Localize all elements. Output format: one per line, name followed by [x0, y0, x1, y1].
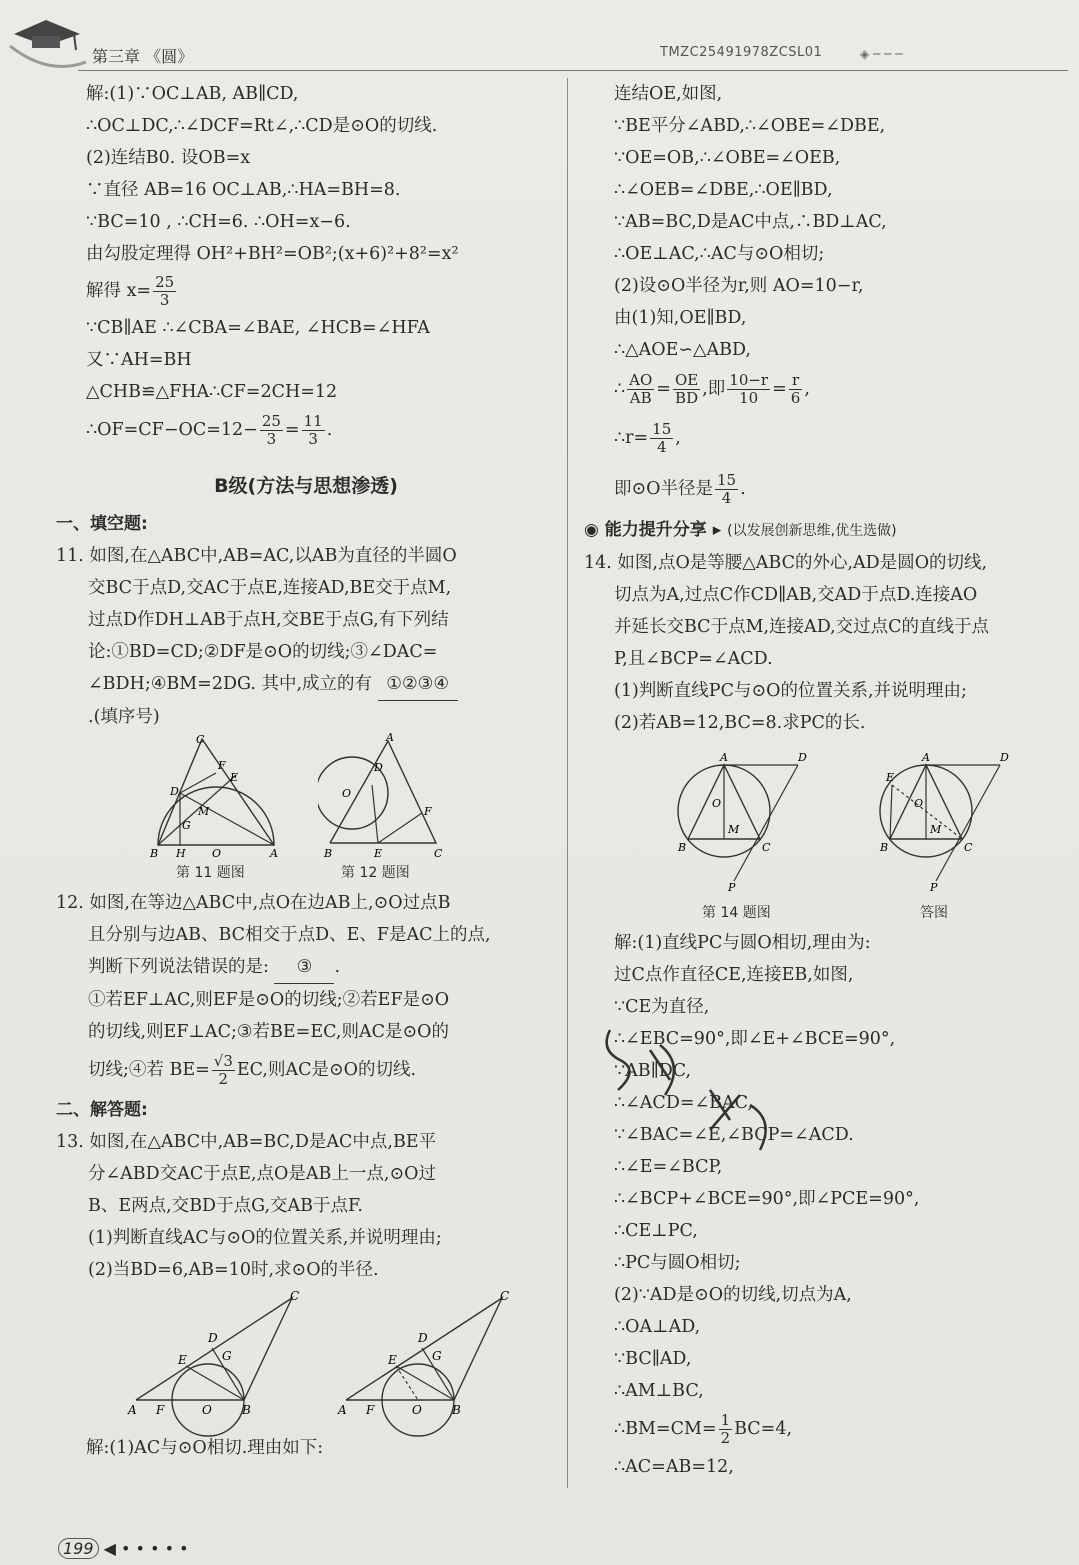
text-fragment: ∴r=: [614, 428, 649, 448]
figure-14-caption: 第 14 题图: [702, 905, 771, 921]
text-line: ∵BE平分∠ABD,∴∠OBE=∠DBE,: [614, 116, 886, 136]
denominator: 4: [656, 438, 667, 456]
text-line: ∴∠OEB=∠DBE,∴OE∥BD,: [614, 180, 833, 200]
fill-blank-heading: 一、填空题:: [56, 514, 148, 534]
q12-line: 且分别与边AB、BC相交于点D、E、F是AC上的点,: [88, 925, 491, 945]
numerator: 15: [717, 471, 737, 489]
chapter-title: 第三章 《圆》: [92, 47, 194, 66]
fraction: [650, 421, 673, 456]
svg-text:A: A: [338, 1403, 347, 1417]
q14-solution-line: ∵CE为直径,: [614, 997, 710, 1017]
text-line: [584, 464, 1064, 514]
q14-solution-line: (2)∵AD是⊙O的切线,切点为A,: [614, 1285, 852, 1305]
q12-line: 判断下列说法错误的是: ③ .: [56, 951, 556, 984]
q13-solution-start: 解:(1)AC与⊙O相切.理由如下:: [86, 1438, 324, 1458]
text-line: (2)设⊙O半径为r,则 AO=10−r,: [614, 276, 864, 296]
q14-solution-line: ∴PC与圆O相切;: [614, 1253, 741, 1273]
numerator: 25: [155, 273, 175, 291]
q13-line: 13. 如图,在△ABC中,AB=BC,D是AC中点,BE平: [56, 1132, 437, 1152]
fraction: [627, 372, 654, 407]
text-fragment: BC=4,: [734, 1419, 793, 1439]
svg-text:B: B: [150, 847, 159, 860]
svg-text:O: O: [212, 847, 222, 860]
q14-line: 14. 如图,点O是等腰△ABC的外心,AD是圆O的切线,: [584, 553, 988, 573]
svg-text:C: C: [762, 841, 771, 854]
text-fragment: .: [326, 420, 333, 440]
q14-solution-line: ∴∠EBC=90°,即∠E+∠BCE=90°,: [614, 1029, 896, 1049]
q14-solution-line: ∵AB∥DC,: [614, 1061, 692, 1081]
q13-line: (2)当BD=6,AB=10时,求⊙O的半径.: [88, 1260, 379, 1280]
svg-text:F: F: [366, 1403, 375, 1417]
numerator: AO: [629, 371, 653, 389]
svg-text:M: M: [728, 823, 740, 836]
text-fragment: 即⊙O半径是: [614, 479, 714, 499]
text-fragment: =: [284, 420, 300, 440]
q11-line: 过点D作DH⊥AB于点H,交BE于点G,有下列结: [88, 610, 449, 630]
text-line: [56, 408, 556, 452]
svg-text:O: O: [412, 1403, 422, 1417]
text-line: 连结OE,如图,: [614, 84, 723, 104]
figure-14-diagram: [670, 741, 820, 891]
text-line: ∵OE=OB,∴∠OBE=∠OEB,: [614, 148, 841, 168]
svg-text:C: C: [434, 847, 443, 860]
fraction: [212, 1053, 235, 1088]
svg-text:H: H: [176, 847, 186, 860]
q11-line: 11. 如图,在△ABC中,AB=AC,以AB为直径的半圆O: [56, 546, 457, 566]
text-line: ∴OE⊥AC,∴AC与⊙O相切;: [614, 244, 825, 264]
svg-text:B: B: [678, 841, 687, 854]
text-line: ∵AB=BC,D是AC中点,∴BD⊥AC,: [614, 212, 887, 232]
page-header: [0, 0, 1079, 80]
text-line: ∴△AOE∽△ABD,: [614, 340, 751, 360]
svg-text:P: P: [728, 881, 736, 891]
denominator: 2: [218, 1070, 229, 1088]
svg-text:M: M: [930, 823, 942, 836]
fraction: [673, 372, 700, 407]
header-dots-icon: ◈ ─ ─ ─: [860, 47, 903, 61]
numerator: 1: [720, 1411, 731, 1429]
svg-text:B: B: [242, 1403, 251, 1417]
svg-text:E: E: [178, 1353, 187, 1367]
text-line: [584, 366, 1064, 412]
share-badge-icon: ◉: [584, 520, 599, 540]
svg-text:E: E: [374, 847, 383, 860]
figures-11-12: [56, 733, 556, 883]
q13-line: 分∠ABD交AC于点E,点O是AB上一点,⊙O过: [88, 1164, 436, 1184]
numerator: 10−r: [729, 371, 769, 389]
numerator: 11: [303, 412, 323, 430]
svg-text:A: A: [128, 1403, 137, 1417]
q14-line: (2)若AB=12,BC=8.求PC的长.: [614, 713, 866, 733]
page-number: 199 ◀ • • • • •: [58, 1538, 189, 1559]
text-line: 解:(1)∵OC⊥AB, AB∥CD,: [86, 84, 299, 104]
text-line: [56, 270, 556, 312]
svg-text:D: D: [418, 1331, 428, 1345]
q14-line: 切点为A,过点C作CD∥AB,交AD于点D.连接AO: [614, 585, 978, 605]
text-line: 由(1)知,OE∥BD,: [614, 308, 747, 328]
svg-text:E: E: [388, 1353, 397, 1367]
text-fragment: EC,则AC是⊙O的切线.: [236, 1060, 417, 1080]
figure-13-diagram: [126, 1290, 326, 1440]
q14-solution-line: ∴∠E=∠BCP,: [614, 1157, 723, 1177]
section-b-title: B级(方法与思想渗透): [214, 475, 398, 497]
svg-text:D: D: [374, 761, 383, 774]
figure-13: [56, 1286, 556, 1446]
q14-solution-line: ∵BC∥AD,: [614, 1349, 692, 1369]
text-line: [584, 412, 1064, 464]
book-code: TMZC25491978ZCSL01: [660, 45, 823, 60]
svg-text:O: O: [342, 787, 352, 800]
fraction: [302, 413, 325, 448]
denominator: AB: [629, 389, 652, 407]
numerator: OE: [674, 371, 699, 389]
q12-answer: ③: [274, 951, 334, 984]
fraction: [715, 472, 738, 507]
denominator: 2: [720, 1429, 731, 1447]
svg-text:E: E: [886, 771, 895, 784]
q14-solution-line: ∴AC=AB=12,: [614, 1457, 734, 1477]
text-fragment: =: [772, 379, 787, 399]
q11-line: [56, 668, 556, 701]
svg-text:D: D: [1000, 751, 1009, 764]
figure-14-answer-diagram: [872, 741, 1022, 891]
svg-text:G: G: [182, 819, 191, 832]
left-column: [56, 78, 556, 1464]
q11-line: 交BC于点D,交AC于点E,连接AD,BE交于点M,: [88, 578, 452, 598]
svg-text:A: A: [386, 733, 394, 744]
share-note: (以发展创新思维,优生选做): [727, 523, 897, 539]
denominator: 10: [739, 389, 759, 407]
q12-line: 的切线,则EF⊥AC;③若BE=EC,则AC是⊙O的: [88, 1022, 449, 1042]
fraction: [719, 1412, 733, 1447]
text-fragment: .: [740, 479, 746, 499]
text-fragment: ,即: [702, 379, 726, 399]
page-number-value: 199: [58, 1538, 99, 1559]
q13-line: B、E两点,交BD于点G,交AB于点F.: [88, 1196, 363, 1216]
text-line: (2)连结B0. 设OB=x: [86, 148, 251, 168]
fraction: [260, 413, 283, 448]
q14-solution-line: ∴OA⊥AD,: [614, 1317, 701, 1337]
text-fragment: ∴: [614, 379, 626, 399]
text-line: ∵BC=10 , ∴CH=6. ∴OH=x−6.: [86, 212, 351, 232]
figure-12-caption: 第 12 题图: [341, 865, 410, 881]
figure-12-diagram: [318, 733, 488, 863]
arrow-icon: ▸: [712, 520, 722, 540]
fraction: [789, 372, 803, 407]
svg-text:C: C: [964, 841, 973, 854]
q14-line: 并延长交BC于点M,连接AD,交过点C的直线于点: [614, 617, 990, 637]
q12-line: [56, 1048, 556, 1092]
text-fragment: ∴BM=CM=: [614, 1419, 717, 1439]
svg-text:D: D: [170, 785, 179, 798]
q14-solution-line: ∴AM⊥BC,: [614, 1381, 704, 1401]
fraction: [727, 372, 770, 407]
q12-line: 12. 如图,在等边△ABC中,点O在边AB上,⊙O过点B: [56, 893, 451, 913]
svg-text:B: B: [452, 1403, 461, 1417]
q14-solution-line: [584, 1407, 1064, 1451]
figure-14: [584, 739, 1064, 927]
share-title: 能力提升分享: [604, 520, 707, 540]
q14-solution-line: ∴CE⊥PC,: [614, 1221, 698, 1241]
q14-line: (1)判断直线PC与⊙O的位置关系,并说明理由;: [614, 681, 967, 701]
numerator: 25: [261, 412, 281, 430]
svg-text:C: C: [196, 733, 205, 746]
q14-solution-line: 过C点作直径CE,连接EB,如图,: [614, 965, 854, 985]
q11-line: .(填序号): [88, 707, 160, 727]
q11-line: 论:①BD=CD;②DF是⊙O的切线;③∠DAC=: [88, 642, 438, 662]
svg-text:O: O: [914, 797, 924, 810]
numerator: √3: [213, 1052, 233, 1070]
q11-answer: ①②③④: [378, 668, 458, 701]
numerator: 15: [652, 420, 672, 438]
text-line: ∴OC⊥DC,∴∠DCF=Rt∠,∴CD是⊙O的切线.: [86, 116, 438, 136]
denominator: 3: [159, 291, 170, 309]
column-divider: [567, 78, 568, 1488]
svg-text:F: F: [424, 805, 432, 818]
text-fragment: 判断下列说法错误的是:: [88, 957, 269, 977]
text-fragment: ∴OF=CF−OC=12−: [86, 420, 258, 440]
svg-text:O: O: [712, 797, 722, 810]
figure-13-answer-diagram: [336, 1290, 536, 1440]
svg-text:G: G: [432, 1349, 442, 1363]
svg-text:G: G: [222, 1349, 232, 1363]
ability-share-heading: [584, 514, 1064, 547]
text-line: ∵CB∥AE ∴∠CBA=∠BAE, ∠HCB=∠HFA: [86, 318, 430, 338]
q14-solution-line: ∵∠BAC=∠E,∠BCP=∠ACD.: [614, 1125, 854, 1145]
graduation-cap-icon: [8, 6, 88, 68]
denominator: BD: [675, 389, 699, 407]
svg-text:B: B: [324, 847, 333, 860]
text-fragment: =: [656, 379, 671, 399]
q14-line: P,且∠BCP=∠ACD.: [614, 649, 773, 669]
figure-11-caption: 第 11 题图: [176, 865, 245, 881]
numerator: r: [789, 372, 803, 390]
q14-solution-line: 解:(1)直线PC与圆O相切,理由为:: [614, 933, 871, 953]
svg-text:C: C: [290, 1290, 300, 1303]
svg-text:A: A: [922, 751, 930, 764]
q14-solution-line: ∴∠ACD=∠BAC,: [614, 1093, 754, 1113]
text-fragment: 解得 x=: [86, 281, 152, 301]
svg-text:F: F: [156, 1403, 165, 1417]
svg-text:P: P: [930, 881, 938, 891]
answer-figure-caption: 答图: [920, 905, 948, 921]
denominator: 4: [721, 489, 732, 507]
header-rule: [78, 70, 1068, 71]
text-line: 由勾股定理得 OH²+BH²=OB²;(x+6)²+8²=x²: [86, 244, 459, 264]
q14-solution-line: ∴∠BCP+∠BCE=90°,即∠PCE=90°,: [614, 1189, 920, 1209]
text-fragment: ,: [804, 379, 810, 399]
text-fragment: ∠BDH;④BM=2DG. 其中,成立的有: [88, 674, 373, 694]
svg-text:C: C: [500, 1290, 510, 1303]
denominator: 3: [308, 430, 318, 448]
right-column: [584, 78, 1064, 1483]
svg-text:F: F: [218, 759, 226, 772]
svg-text:M: M: [198, 805, 210, 818]
text-line: △CHB≌△FHA∴CF=2CH=12: [86, 382, 338, 402]
text-line: ∵直径 AB=16 OC⊥AB,∴HA=BH=8.: [86, 180, 401, 200]
q12-line: ①若EF⊥AC,则EF是⊙O的切线;②若EF是⊙O: [88, 990, 450, 1010]
svg-text:D: D: [798, 751, 807, 764]
text-line: 又∵AH=BH: [86, 350, 192, 370]
svg-text:B: B: [880, 841, 889, 854]
svg-text:D: D: [208, 1331, 218, 1345]
text-fragment: 切线;④若 BE=: [88, 1060, 210, 1080]
svg-text:A: A: [270, 847, 278, 860]
svg-text:E: E: [230, 771, 239, 784]
fraction: [153, 274, 176, 309]
denominator: 6: [790, 389, 801, 407]
svg-text:O: O: [202, 1403, 212, 1417]
text-fragment: ,: [675, 428, 681, 448]
q13-line: (1)判断直线AC与⊙O的位置关系,并说明理由;: [88, 1228, 442, 1248]
denominator: 3: [266, 430, 277, 448]
solve-heading: 二、解答题:: [56, 1100, 148, 1120]
svg-text:A: A: [720, 751, 728, 764]
